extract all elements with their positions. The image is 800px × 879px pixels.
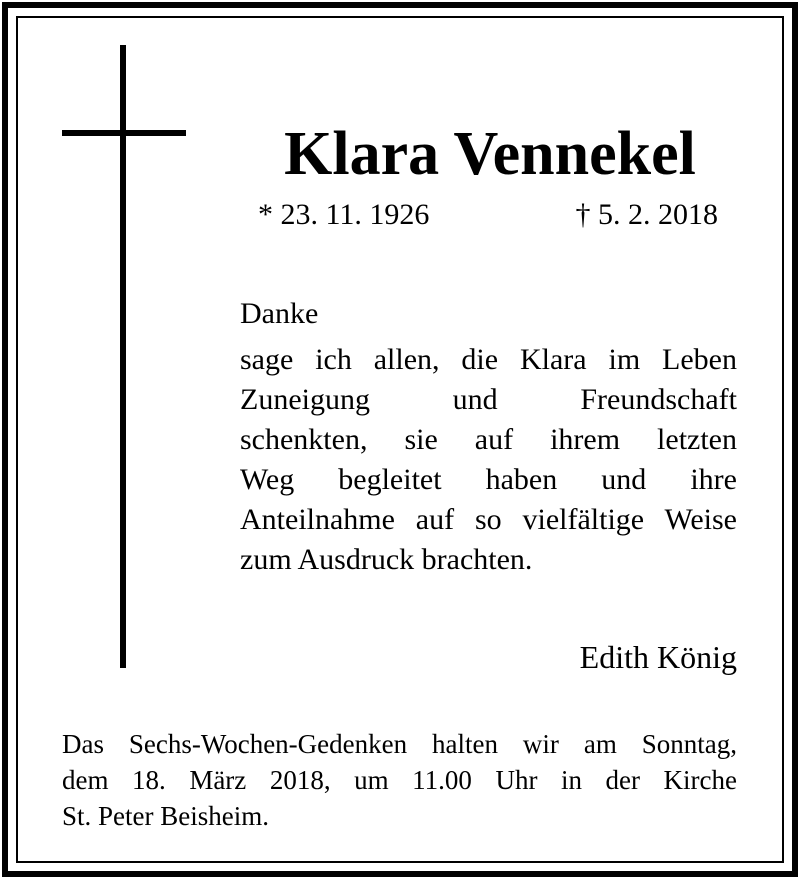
birth-date: * 23. 11. 1926 — [258, 198, 430, 231]
cross-icon-horizontal-beam — [62, 130, 186, 136]
thanks-line: zum Ausdruck brachten. — [240, 543, 533, 576]
memorial-line: Das Sechs-Wochen-Gedenken halten wir am Sonntag, — [62, 729, 737, 759]
memorial-line: St. Peter Beisheim. — [62, 801, 269, 831]
deceased-name: Klara Vennekel — [284, 120, 696, 188]
thanks-line: Weg begleitet haben und ihre — [240, 463, 737, 496]
thanks-text — [240, 340, 737, 580]
memorial-line: dem 18. März 2018, um 11.00 Uhr in der Kirche — [62, 765, 737, 795]
signature: Edith König — [579, 639, 737, 675]
thanks-line: sage ich allen, die Klara im Leben — [240, 343, 737, 376]
memorial-service-text — [62, 726, 737, 834]
cross-icon-vertical-beam — [120, 45, 126, 668]
death-date: † 5. 2. 2018 — [575, 198, 718, 231]
thanks-heading: Danke — [240, 297, 319, 330]
thanks-line: Zuneigung und Freundschaft — [240, 383, 737, 416]
thanks-line: schenkten, sie auf ihrem letzten — [240, 423, 737, 456]
thanks-line: Anteilnahme auf so vielfältige Weise — [240, 503, 737, 536]
